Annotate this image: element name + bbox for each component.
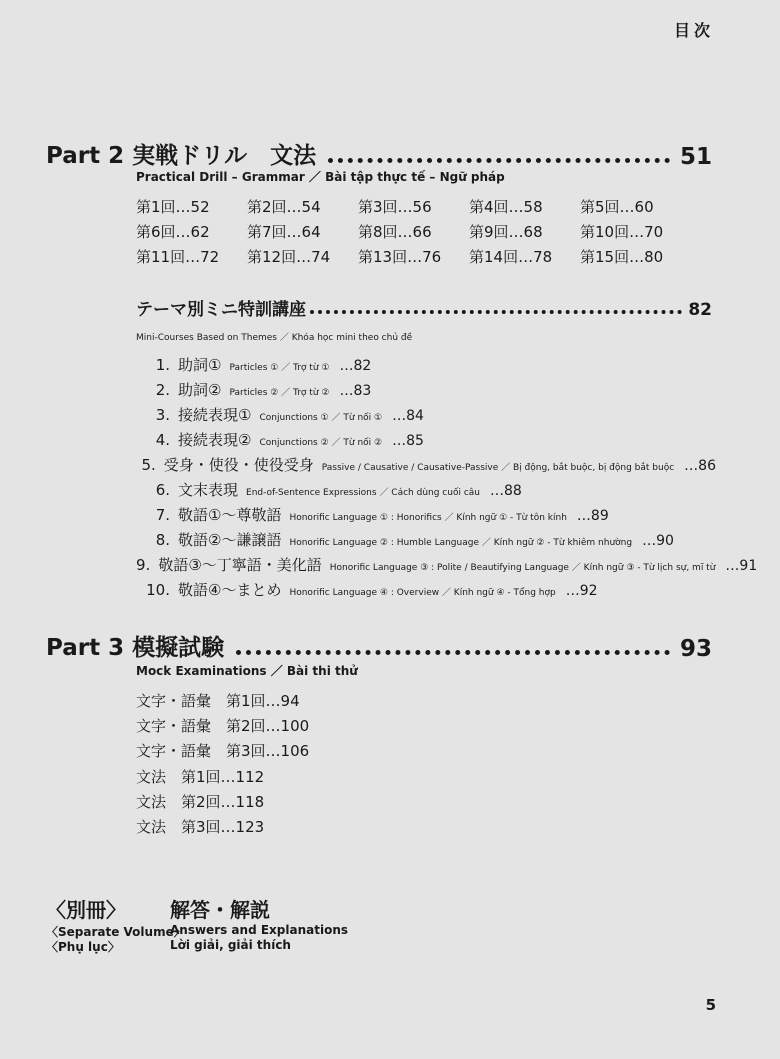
topic-translation: Honorific Language ④ : Overview ／ Kính ngữ ④ - Tổng hợp bbox=[289, 588, 556, 598]
drill-item[interactable]: 第5回…60 bbox=[580, 198, 654, 216]
drill-item[interactable]: 第12回…74 bbox=[247, 248, 331, 266]
topic-row[interactable] bbox=[136, 554, 758, 579]
mock-exam-item[interactable]: 文法 第3回…123 bbox=[136, 818, 265, 836]
topic-translation: Honorific Language ② : Humble Language ／ Kính ngữ ② - Từ khiêm nhường bbox=[289, 538, 633, 548]
topic-number: 7. bbox=[155, 506, 170, 524]
topic-row[interactable] bbox=[136, 404, 716, 429]
topic-title: 敬語②〜謙譲語 bbox=[178, 531, 282, 549]
page-header: 目次 bbox=[673, 21, 714, 40]
topic-page: …84 bbox=[392, 408, 424, 424]
topic-translation: Conjunctions ② ／ Từ nối ② bbox=[259, 438, 383, 448]
drill-item[interactable]: 第13回…76 bbox=[358, 248, 442, 266]
part3-subtitle: Mock Examinations ／ Bài thi thử bbox=[136, 664, 358, 678]
topic-row[interactable] bbox=[136, 454, 716, 479]
topic-number: 6. bbox=[155, 481, 170, 499]
topic-number: 9. bbox=[136, 556, 151, 574]
topic-number: 2. bbox=[155, 381, 170, 399]
part2-page: 51 bbox=[679, 144, 712, 170]
part3-heading[interactable] bbox=[46, 630, 712, 662]
drill-item[interactable]: 第10回…70 bbox=[580, 223, 664, 241]
leader-dots bbox=[310, 310, 682, 314]
topic-page: …91 bbox=[725, 558, 758, 574]
drill-item[interactable]: 第2回…54 bbox=[247, 198, 321, 216]
topic-page: …89 bbox=[576, 508, 609, 524]
drill-item[interactable]: 第7回…64 bbox=[247, 223, 321, 241]
mock-exam-item[interactable]: 文字・語彙 第1回…94 bbox=[136, 692, 300, 710]
topic-row[interactable] bbox=[136, 429, 716, 454]
topic-page: …83 bbox=[339, 383, 372, 399]
topic-translation: Particles ① ／ Trợ từ ① bbox=[229, 363, 330, 373]
mock-exam-item[interactable]: 文字・語彙 第2回…100 bbox=[136, 717, 310, 735]
part3-title: Part 3 模擬試験 bbox=[46, 635, 225, 661]
drill-item[interactable]: 第3回…56 bbox=[358, 198, 432, 216]
topic-title: 接続表現① bbox=[178, 406, 252, 424]
part3-page: 93 bbox=[679, 636, 712, 662]
mini-course-title: テーマ別ミニ特訓講座 bbox=[136, 300, 306, 320]
drill-item[interactable]: 第1回…52 bbox=[136, 198, 210, 216]
topic-page: …85 bbox=[392, 433, 424, 449]
topic-number: 8. bbox=[155, 531, 170, 549]
drill-item[interactable]: 第14回…78 bbox=[469, 248, 553, 266]
topic-title: 敬語①〜尊敬語 bbox=[178, 506, 282, 524]
separate-volume-label-vi: 〈Phụ lục〉 bbox=[46, 940, 120, 954]
topic-page: …90 bbox=[642, 533, 674, 549]
mock-exam-item[interactable]: 文法 第2回…118 bbox=[136, 793, 265, 811]
topic-translation: Honorific Language ③ : Polite / Beautifying Language ／ Kính ngữ ③ - Từ lịch sự, mĩ từ bbox=[329, 563, 716, 573]
topic-page: …92 bbox=[565, 583, 598, 599]
drill-item[interactable]: 第9回…68 bbox=[469, 223, 543, 241]
separate-volume-label: 〈別冊〉 bbox=[46, 898, 126, 922]
topic-number: 4. bbox=[155, 431, 170, 449]
answers-title-vi: Lời giải, giải thích bbox=[170, 938, 291, 952]
drill-grid bbox=[136, 196, 716, 267]
topic-row[interactable] bbox=[136, 479, 716, 504]
leader-dots bbox=[236, 650, 670, 655]
topic-row[interactable] bbox=[136, 504, 716, 529]
topic-translation: Honorific Language ① : Honorifics ／ Kính ngữ ① - Từ tôn kính bbox=[289, 513, 567, 523]
topic-number: 3. bbox=[155, 406, 170, 424]
topic-number: 1. bbox=[155, 356, 170, 374]
topic-page: …88 bbox=[490, 483, 522, 499]
part2-heading[interactable] bbox=[46, 138, 712, 170]
topic-title: 敬語③〜丁寧語・美化語 bbox=[158, 556, 322, 574]
topic-title: 敬語④〜まとめ bbox=[178, 581, 282, 599]
page-number: 5 bbox=[705, 996, 716, 1014]
topic-title: 受身・使役・使役受身 bbox=[163, 456, 314, 474]
topic-page: …86 bbox=[684, 458, 716, 474]
part2-subtitle: Practical Drill – Grammar ／ Bài tập thực tế – Ngữ pháp bbox=[136, 170, 505, 184]
mock-exam-item[interactable]: 文法 第1回…112 bbox=[136, 768, 265, 786]
topic-row[interactable] bbox=[136, 529, 716, 554]
topic-row[interactable] bbox=[136, 579, 716, 604]
topic-number: 5. bbox=[141, 456, 156, 474]
mini-course-subtitle: Mini-Courses Based on Themes ／ Khóa học mini theo chủ đề bbox=[136, 333, 413, 343]
drill-item[interactable]: 第8回…66 bbox=[358, 223, 432, 241]
topic-translation: Conjunctions ① ／ Từ nối ① bbox=[259, 413, 383, 423]
topic-translation: Passive / Causative / Causative-Passive ／ Bị động, bắt buộc, bị động bắt buộc bbox=[321, 463, 675, 473]
drill-item[interactable]: 第15回…80 bbox=[580, 248, 664, 266]
topic-row[interactable] bbox=[136, 354, 716, 379]
leader-dots bbox=[328, 158, 670, 163]
drill-item[interactable]: 第6回…62 bbox=[136, 223, 210, 241]
topic-title: 助詞② bbox=[178, 381, 222, 399]
part2-title: Part 2 実戦ドリル 文法 bbox=[46, 143, 317, 169]
topic-row[interactable] bbox=[136, 379, 716, 404]
drill-item[interactable]: 第11回…72 bbox=[136, 248, 220, 266]
topic-translation: End-of-Sentence Expressions ／ Cách dùng cuối câu bbox=[246, 488, 480, 498]
answers-title-en: Answers and Explanations bbox=[170, 923, 349, 937]
topic-translation: Particles ② ／ Trợ từ ② bbox=[229, 388, 330, 398]
topic-number: 10. bbox=[146, 581, 170, 599]
topic-title: 文末表現 bbox=[178, 481, 239, 499]
topic-title: 接続表現② bbox=[178, 431, 252, 449]
mini-course-page: 82 bbox=[688, 300, 712, 320]
topic-page: …82 bbox=[339, 358, 372, 374]
mini-course-heading[interactable] bbox=[136, 294, 712, 320]
drill-item[interactable]: 第4回…58 bbox=[469, 198, 543, 216]
mock-exam-item[interactable]: 文字・語彙 第3回…106 bbox=[136, 742, 310, 760]
topic-title: 助詞① bbox=[178, 356, 222, 374]
separate-volume-label-en: 〈Separate Volume〉 bbox=[46, 925, 186, 939]
answers-title[interactable]: 解答・解説 bbox=[170, 898, 270, 922]
